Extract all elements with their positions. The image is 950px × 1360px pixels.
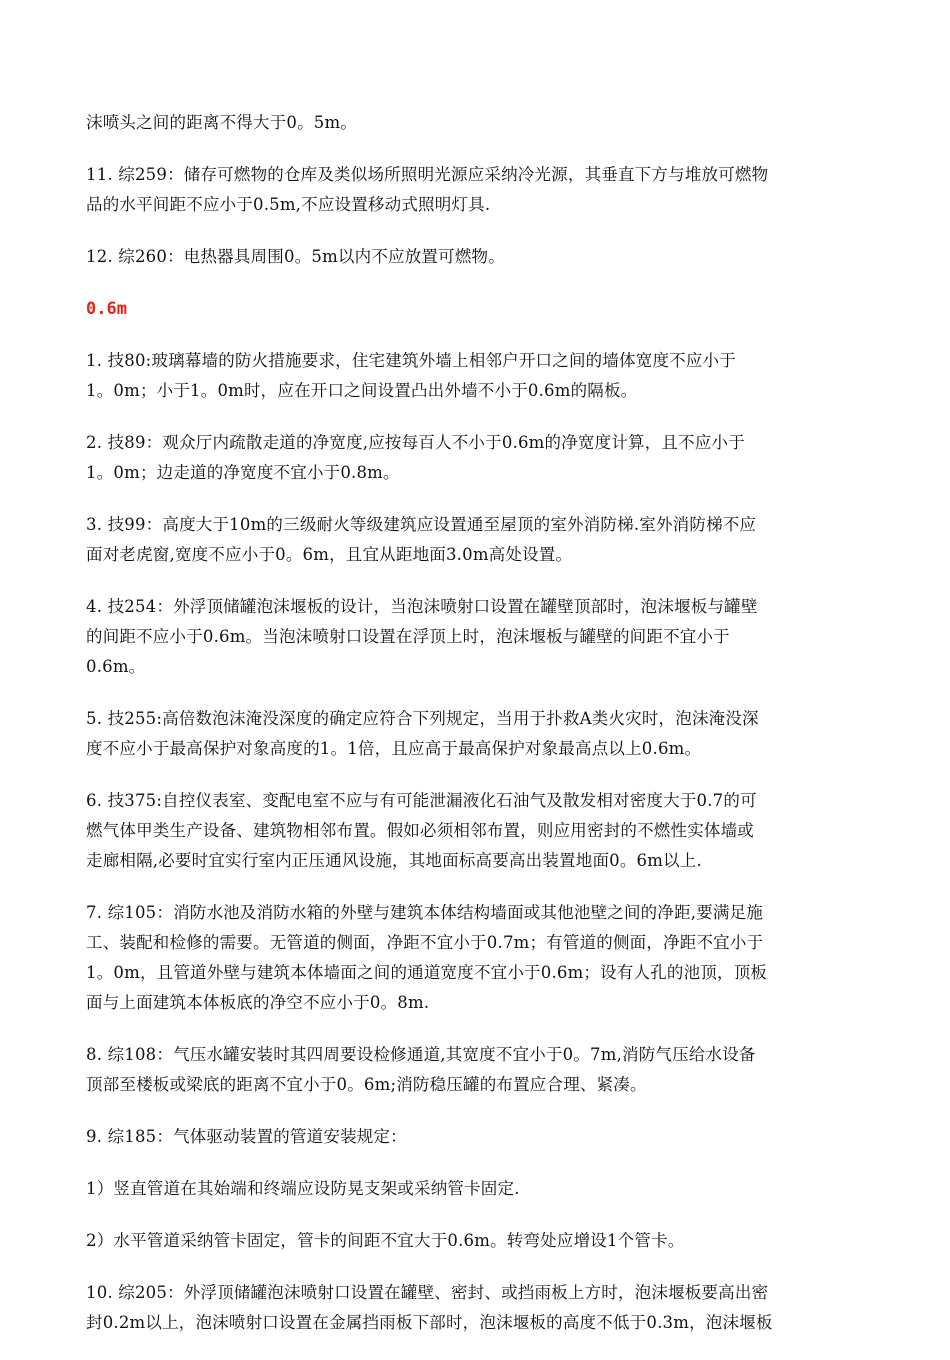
item-list	[86, 346, 870, 1338]
text-line: 9. 综185：气体驱动装置的管道安装规定：	[86, 1127, 407, 1146]
text-line: 0.6m。	[86, 657, 146, 676]
document-page	[86, 108, 870, 1360]
text-line: 1. 技80:玻璃幕墙的防火措施要求，住宅建筑外墙上相邻户开口之间的墙体宽度不应小于	[86, 351, 736, 370]
text-line: 6. 技375:自控仪表室、变配电室不应与有可能泄漏液化石油气及散发相对密度大于0.7的可	[86, 791, 757, 810]
text-line: 沫喷头之间的距离不得大于0。5m。	[86, 113, 358, 132]
text-line: 10. 综205：外浮顶储罐泡沫喷射口设置在罐壁、密封、或挡雨板上方时，泡沫堰板要高出密	[86, 1283, 769, 1302]
text-line: 2. 技89：观众厅内疏散走道的净宽度,应按每百人不小于0.6m的净宽度计算，且不应小于	[86, 433, 745, 452]
text-line: 度不应小于最高保护对象高度的1。1倍，且应高于最高保护对象最高点以上0.6m。	[86, 739, 702, 758]
list-item	[86, 428, 870, 488]
list-item	[86, 1278, 870, 1338]
list-item	[86, 510, 870, 570]
text-line: 3. 技99：高度大于10m的三级耐火等级建筑应设置通至屋顶的室外消防梯.室外消防梯不应	[86, 515, 757, 534]
text-line: 顶部至楼板或梁底的距离不宜小于0。6m;消防稳压罐的布置应合理、紧凑。	[86, 1075, 647, 1094]
text-line: 工、装配和检修的需要。无管道的侧面，净距不宜小于0.7m；有管道的侧面，净距不宜小于	[86, 933, 764, 952]
list-item	[86, 346, 870, 406]
text-line: 面对老虎窗,宽度不应小于0。6m，且宜从距地面3.0m高处设置。	[86, 545, 573, 564]
text-line: 1。0m，且管道外壁与建筑本体墙面之间的通道宽度不宜小于0.6m；设有人孔的池顶，顶板	[86, 963, 768, 982]
text-line: 4. 技254：外浮顶储罐泡沫堰板的设计，当泡沫喷射口设置在罐壁顶部时，泡沫堰板与罐壁	[86, 597, 758, 616]
text-line: 2）水平管道采纳管卡固定，管卡的间距不宜大于0.6m。转弯处应增设1个管卡。	[86, 1231, 685, 1250]
list-item	[86, 592, 870, 682]
text-line: 8. 综108：气压水罐安装时其四周要设检修通道,其宽度不宜小于0。7m,消防气压给水设备	[86, 1045, 756, 1064]
text-line: 品的水平间距不应小于0.5m,不应设置移动式照明灯具.	[86, 195, 491, 214]
list-item	[86, 704, 870, 764]
text-line: 1。0m；小于1。0m时，应在开口之间设置凸出外墙不小于0.6m的隔板。	[86, 381, 638, 400]
text-line: 面与上面建筑本体板底的净空不应小于0。8m.	[86, 993, 430, 1012]
text-line: 1。0m；边走道的净宽度不宜小于0.8m。	[86, 463, 400, 482]
text-line: 封0.2m以上，泡沫喷射口设置在金属挡雨板下部时，泡沫堰板的高度不低于0.3m，泡沫堰板	[86, 1313, 773, 1332]
body-paragraph	[86, 242, 870, 272]
body-paragraph	[86, 108, 870, 138]
text-line: 的间距不应小于0.6m。当泡沫喷射口设置在浮顶上时，泡沫堰板与罐壁的间距不宜小于	[86, 627, 730, 646]
text-line: 11. 综259：储存可燃物的仓库及类似场所照明光源应采纳冷光源，其垂直下方与堆放可燃物	[86, 165, 769, 184]
list-item	[86, 898, 870, 1018]
list-item	[86, 1040, 870, 1100]
list-item	[86, 786, 870, 876]
text-line: 燃气体甲类生产设备、建筑物相邻布置。假如必须相邻布置，则应用密封的不燃性实体墙或	[86, 821, 754, 840]
text-line: 5. 技255:高倍数泡沫淹没深度的确定应符合下列规定，当用于扑救A类火灾时，泡沫淹没深	[86, 709, 759, 728]
intro-paragraphs	[86, 108, 870, 272]
section-heading: 0.6m	[86, 299, 127, 319]
text-line: 1）竖直管道在其始端和终端应设防晃支架或采纳管卡固定.	[86, 1179, 520, 1198]
text-line: 7. 综105：消防水池及消防水箱的外壁与建筑本体结构墙面或其他池壁之间的净距,要满足施	[86, 903, 764, 922]
list-item	[86, 1174, 870, 1204]
body-paragraph	[86, 160, 870, 220]
list-item	[86, 1226, 870, 1256]
text-line: 走廊相隔,必要时宜实行室内正压通风设施，其地面标高要高出装置地面0。6m以上.	[86, 851, 702, 870]
text-line: 12. 综260：电热器具周围0。5m以内不应放置可燃物。	[86, 247, 505, 266]
list-item	[86, 1122, 870, 1152]
